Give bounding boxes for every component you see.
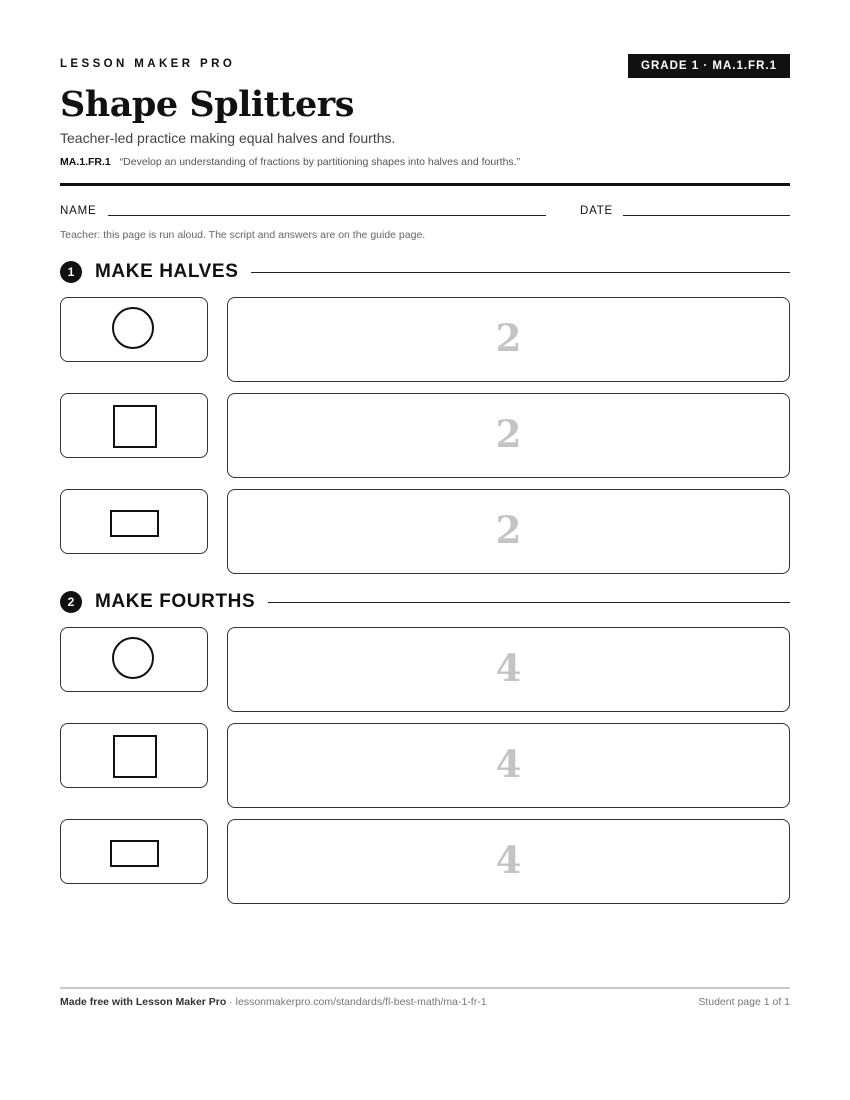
- header-divider: [60, 183, 790, 186]
- rectangle-shape: [110, 510, 159, 537]
- parts-count: 4: [495, 838, 522, 882]
- parts-count: 2: [495, 508, 522, 552]
- footer-url[interactable]: · lessonmakerpro.com/standards/fl-best-math/ma-1-fr-1: [226, 996, 487, 1008]
- standard-line: [60, 156, 520, 168]
- shape-card-circle: [60, 297, 208, 362]
- shape-card-rectangle: [60, 819, 208, 884]
- section-header-fourths: [60, 590, 790, 614]
- section-rule: [251, 272, 790, 273]
- circle-shape: [112, 307, 154, 349]
- square-shape: [113, 735, 157, 778]
- section-rule: [268, 602, 790, 603]
- work-area[interactable]: [227, 489, 790, 574]
- work-area[interactable]: [227, 723, 790, 808]
- parts-count: 4: [495, 742, 522, 786]
- work-area[interactable]: [227, 297, 790, 382]
- name-label: NAME: [60, 205, 97, 217]
- name-field-line[interactable]: [108, 215, 546, 216]
- footer-credit: [60, 996, 487, 1008]
- work-area[interactable]: [227, 393, 790, 478]
- grade-badge: GRADE 1 · MA.1.FR.1: [628, 54, 790, 78]
- work-area[interactable]: [227, 819, 790, 904]
- work-area[interactable]: [227, 627, 790, 712]
- section-title: MAKE HALVES: [95, 261, 239, 282]
- date-field-line[interactable]: [623, 215, 790, 216]
- page-indicator: Student page 1 of 1: [698, 996, 790, 1008]
- section-header-halves: [60, 260, 790, 284]
- section-number: 1: [60, 261, 82, 283]
- parts-count: 2: [495, 316, 522, 360]
- parts-count: 2: [495, 412, 522, 456]
- standard-text: “Develop an understanding of fractions by partitioning shapes into halves and fourths.”: [119, 156, 521, 168]
- section-number: 2: [60, 591, 82, 613]
- shape-card-square: [60, 723, 208, 788]
- square-shape: [113, 405, 157, 448]
- shape-card-square: [60, 393, 208, 458]
- circle-shape: [112, 637, 154, 679]
- standard-code: MA.1.FR.1: [60, 156, 111, 168]
- page-title: Shape Splitters: [60, 84, 354, 125]
- shape-card-circle: [60, 627, 208, 692]
- footer-divider: [60, 987, 790, 989]
- parts-count: 4: [495, 646, 522, 690]
- section-title: MAKE FOURTHS: [95, 591, 256, 612]
- date-label: DATE: [580, 205, 614, 217]
- shape-card-rectangle: [60, 489, 208, 554]
- page-subtitle: Teacher-led practice making equal halves and fourths.: [60, 130, 396, 146]
- rectangle-shape: [110, 840, 159, 867]
- made-with-text: Made free with Lesson Maker Pro: [60, 996, 227, 1008]
- teacher-note: Teacher: this page is run aloud. The script and answers are on the guide page.: [60, 229, 426, 241]
- brand-name: LESSON MAKER PRO: [60, 58, 236, 70]
